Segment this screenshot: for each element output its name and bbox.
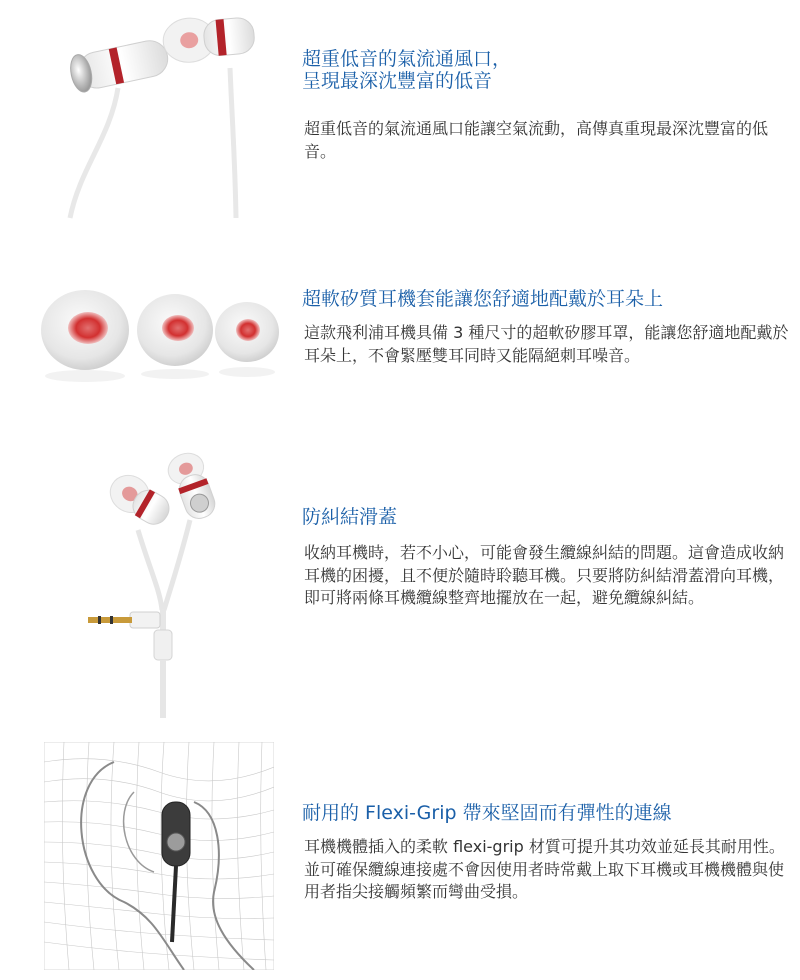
section-title: 超重低音的氣流通風口， 呈現最深沈豐富的低音 [302, 48, 512, 92]
ear-caps-image [40, 280, 290, 410]
ear-wireframe-image [44, 742, 274, 970]
section-body: 超重低音的氣流通風口能讓空氣流動，高傳真重現最深沈豐富的低音。 [304, 119, 769, 161]
section-body: 這款飛利浦耳機具備 3 種尺寸的超軟矽膠耳罩，能讓您舒適地配戴於耳朵上，不會緊壓雙耳同時又能隔絕刺耳噪音。 [304, 323, 789, 365]
feature-anti-tangle [0, 440, 800, 730]
section-body: 收納耳機時，若不小心，可能會發生纜線糾結的問題。這會造成收納耳機的困擾，且不便於隨時聆聽耳機。只要將防糾結滑蓋滑向耳機，即可將兩條耳機纜線整齊地擺放在一起，避免纜線糾結。 [304, 543, 785, 607]
section-body: 耳機機體插入的柔軟 flexi-grip 材質可提升其功效並延長其耐用性。並可確保纜線連接處不會因使用者時常戴上取下耳機或耳機機體與使用者指尖接觸頻繁而彎曲受損。 [304, 837, 785, 901]
earphones-plug-image [80, 450, 240, 720]
feature-flexi-grip [0, 730, 800, 980]
feature-soft-caps [0, 240, 800, 440]
section-title: 超軟矽質耳機套能讓您舒適地配戴於耳朵上 [302, 288, 664, 310]
section-title: 耐用的 Flexi-Grip 帶來堅固而有彈性的連線 [302, 802, 672, 824]
feature-bass-vent [0, 0, 800, 240]
section-title: 防糾結滑蓋 [302, 506, 398, 528]
earphones-pair-image [40, 8, 280, 223]
